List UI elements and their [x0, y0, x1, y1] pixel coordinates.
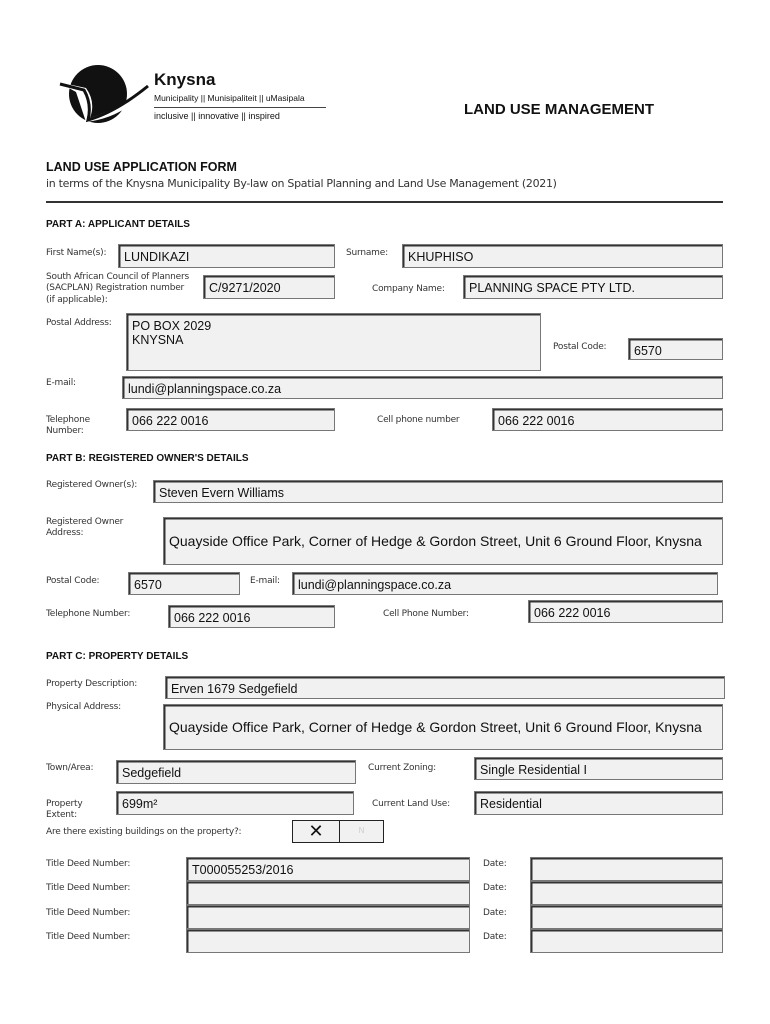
owner-cell-label: Cell Phone Number:	[383, 609, 469, 619]
extent-label-1: Property	[46, 799, 83, 809]
title-deed-field[interactable]: T000055253/2016	[186, 857, 470, 881]
part-a-heading: PART A: APPLICANT DETAILS	[46, 219, 190, 230]
company-label: Company Name:	[372, 284, 445, 294]
zoning-label: Current Zoning:	[368, 763, 436, 773]
physical-address-field[interactable]: Quayside Office Park, Corner of Hedge & Gordon Street, Unit 6 Ground Floor, Knysna	[163, 704, 723, 750]
date-field[interactable]	[530, 905, 723, 929]
buildings-label: Are there existing buildings on the property?:	[46, 827, 242, 837]
land-use-label: Current Land Use:	[372, 799, 450, 809]
owner-address-label-1: Registered Owner	[46, 517, 124, 527]
telephone-label-1: Telephone	[46, 415, 90, 425]
logo-sub: Municipality || Munisipaliteit || uMasipala	[154, 93, 305, 103]
buildings-yes-checkbox[interactable]: ✕	[292, 820, 340, 843]
page-title: LAND USE MANAGEMENT	[464, 101, 654, 118]
date-field[interactable]	[530, 929, 723, 953]
owner-email-label: E-mail:	[250, 576, 280, 586]
sacplan-label-1: South African Council of Planners	[46, 272, 189, 282]
sacplan-field[interactable]: C/9271/2020	[203, 275, 335, 299]
cell-label: Cell phone number	[377, 415, 460, 425]
postal-code-label: Postal Code:	[553, 342, 607, 352]
land-use-field[interactable]: Residential	[474, 791, 723, 815]
postal-address-label: Postal Address:	[46, 318, 112, 328]
email-field[interactable]: lundi@planningspace.co.za	[122, 376, 723, 399]
extent-field[interactable]: 699m²	[116, 791, 354, 815]
title-deed-field[interactable]	[186, 929, 470, 953]
town-label: Town/Area:	[46, 763, 94, 773]
logo-tagline: inclusive || innovative || inspired	[154, 111, 280, 121]
title-deed-field[interactable]	[186, 905, 470, 929]
form-title: LAND USE APPLICATION FORM	[46, 160, 237, 174]
postal-code-field[interactable]: 6570	[628, 338, 723, 360]
extent-label-2: Extent:	[46, 810, 77, 820]
part-b-heading: PART B: REGISTERED OWNER'S DETAILS	[46, 453, 249, 464]
buildings-no-checkbox[interactable]: N	[339, 820, 384, 843]
sacplan-label-3: (if applicable):	[46, 295, 108, 305]
telephone-field[interactable]: 066 222 0016	[126, 408, 335, 431]
title-deed-field[interactable]	[186, 881, 470, 905]
date-field[interactable]	[530, 857, 723, 881]
physical-address-label: Physical Address:	[46, 702, 121, 712]
owner-email-field[interactable]: lundi@planningspace.co.za	[292, 572, 718, 595]
first-name-label: First Name(s):	[46, 248, 107, 258]
title-deed-label: Title Deed Number:	[46, 883, 131, 893]
owner-field[interactable]: Steven Evern Williams	[153, 480, 723, 503]
title-deed-label: Title Deed Number:	[46, 932, 131, 942]
owner-postal-code-label: Postal Code:	[46, 576, 100, 586]
date-field[interactable]	[530, 881, 723, 905]
owner-telephone-label: Telephone Number:	[46, 609, 131, 619]
logo-name: Knysna	[154, 70, 216, 89]
owner-address-label-2: Address:	[46, 528, 84, 538]
logo	[56, 62, 336, 132]
owner-telephone-field[interactable]: 066 222 0016	[168, 605, 335, 628]
part-c-heading: PART C: PROPERTY DETAILS	[46, 651, 189, 662]
sacplan-label-2: (SACPLAN) Registration number	[46, 283, 185, 293]
town-field[interactable]: Sedgefield	[116, 760, 356, 784]
date-label: Date:	[483, 908, 507, 918]
owner-postal-code-field[interactable]: 6570	[128, 572, 240, 595]
first-name-field[interactable]: LUNDIKAZI	[118, 244, 335, 268]
date-label: Date:	[483, 932, 507, 942]
postal-address-field[interactable]: PO BOX 2029 KNYSNA	[126, 313, 541, 371]
email-label: E-mail:	[46, 378, 76, 388]
surname-field[interactable]: KHUPHISO	[402, 244, 723, 268]
date-label: Date:	[483, 859, 507, 869]
divider	[46, 201, 723, 203]
cell-field[interactable]: 066 222 0016	[492, 408, 723, 431]
title-deed-label: Title Deed Number:	[46, 908, 131, 918]
surname-label: Surname:	[346, 248, 388, 258]
owner-cell-field[interactable]: 066 222 0016	[528, 600, 723, 623]
owner-address-field[interactable]: Quayside Office Park, Corner of Hedge & Gordon Street, Unit 6 Ground Floor, Knysna	[163, 517, 723, 565]
zoning-field[interactable]: Single Residential I	[474, 757, 723, 780]
company-field[interactable]: PLANNING SPACE PTY LTD.	[463, 275, 723, 299]
form-subtitle: in terms of the Knysna Municipality By-law on Spatial Planning and Land Use Management (2021)	[46, 177, 557, 190]
owner-label: Registered Owner(s):	[46, 480, 138, 490]
title-deed-label: Title Deed Number:	[46, 859, 131, 869]
logo-divider	[154, 107, 326, 108]
telephone-label-2: Number:	[46, 426, 84, 436]
property-description-field[interactable]: Erven 1679 Sedgefield	[165, 676, 725, 699]
date-label: Date:	[483, 883, 507, 893]
property-description-label: Property Description:	[46, 679, 138, 689]
knysna-logo-icon	[56, 62, 156, 130]
